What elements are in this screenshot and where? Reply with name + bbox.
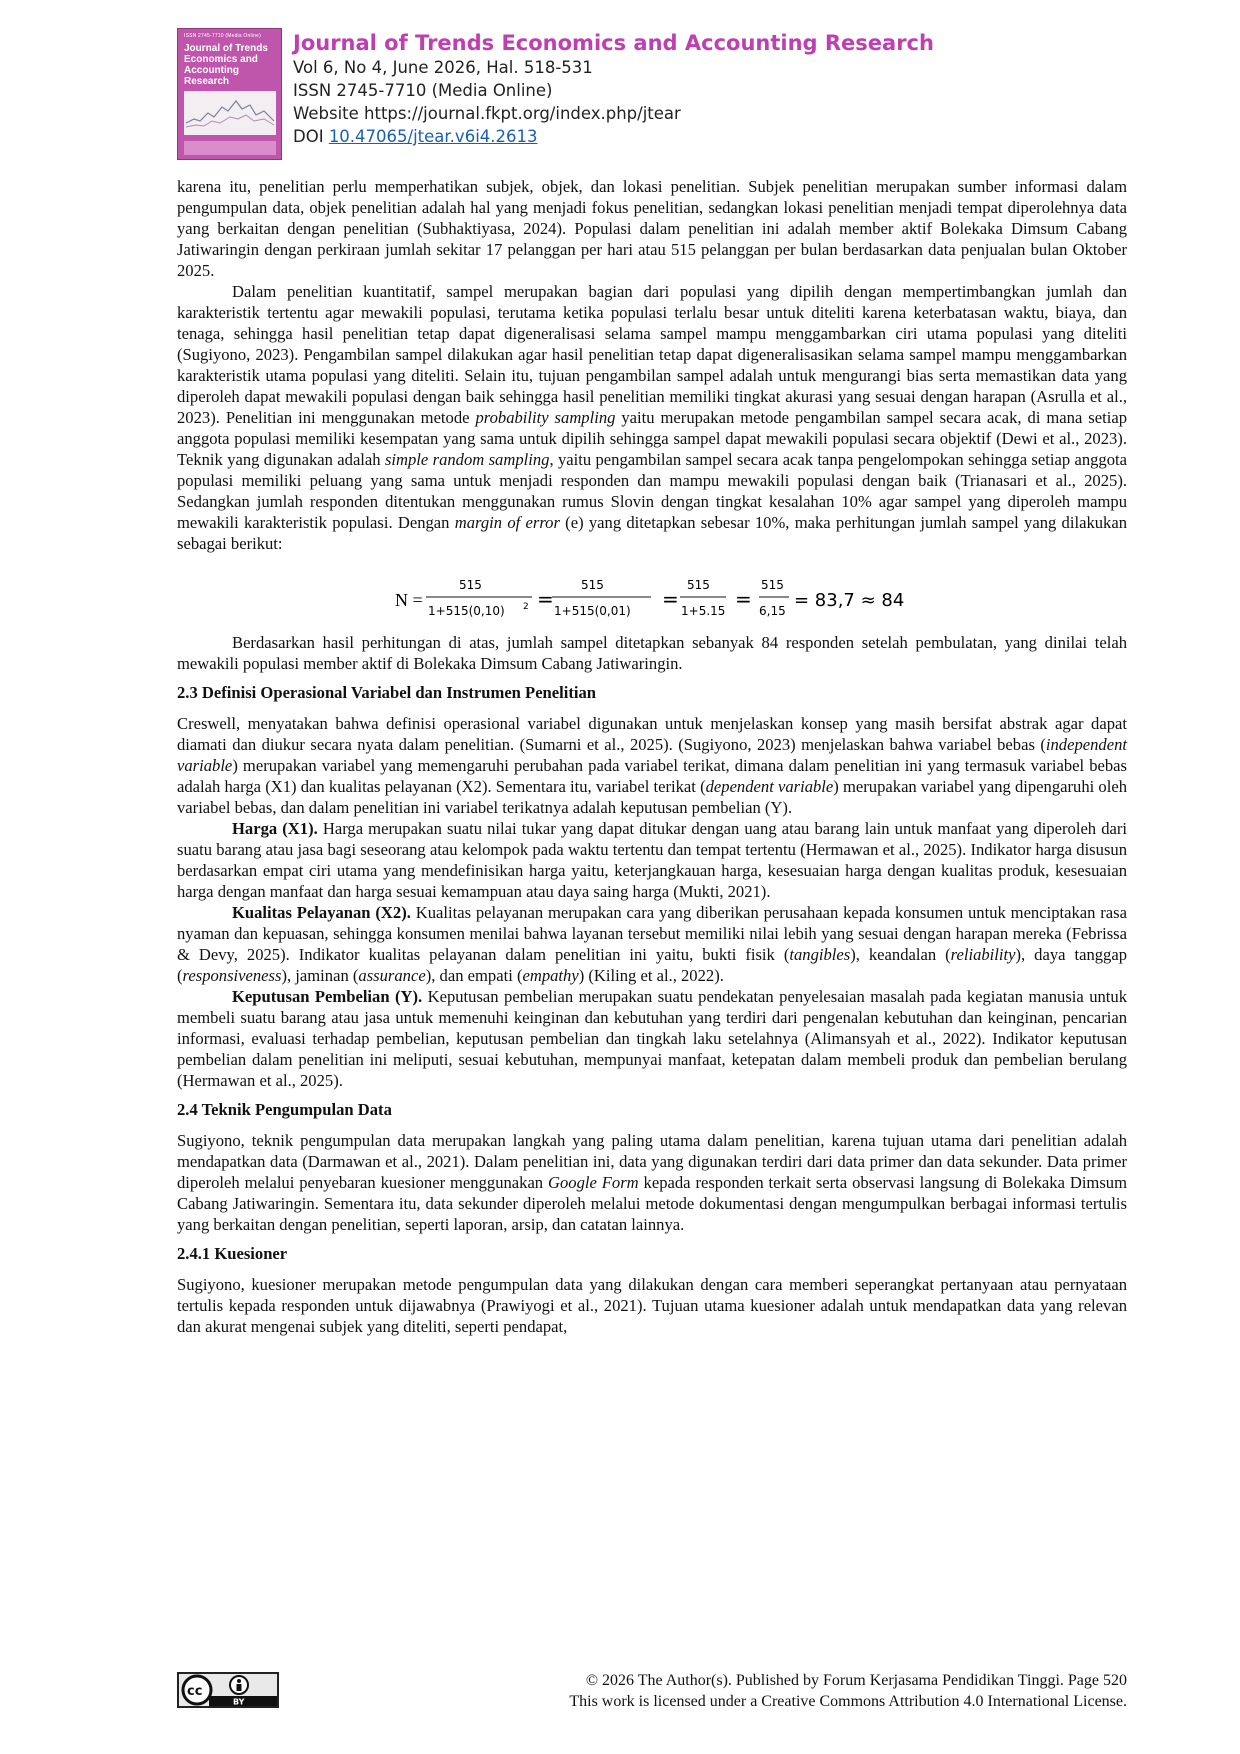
equation-numerator: 515 [581,578,604,592]
journal-name: Journal of Trends Economics and Accounting Research [293,31,934,55]
doi-label: DOI [293,127,329,146]
journal-info [293,30,934,148]
paragraph: Berdasarkan hasil perhitungan di atas, jumlah sampel ditetapkan sebanyak 84 responden setelah pembulatan, yang dinilai telah mewakili populasi member aktif di Bolekaka Dimsum Cabang Jatiwaringin. [177,633,1127,673]
equation-numerator: 515 [459,578,482,592]
paragraph-kualitas-pelayanan: Kualitas Pelayanan (X2). Kualitas pelayanan merupakan cara yang diberikan perusahaan kepada konsumen untuk menciptakan rasa nyaman dan kepuasan, sehingga konsumen menilai bahwa layanan tersebut memiliki nilai lebih yang sesuai dengan harapan mereka (Febrissa & Devy, 2025). Indikator kualitas pelayanan dalam penelitian ini yaitu, bukti fisik (tangibles), keandalan (reliability), daya tanggap (responsiveness), jaminan (assurance), dan empati (empathy) (Kiling et al., 2022). [177,903,1127,985]
equation-equals-2: = [662,587,679,611]
page-body [177,176,1127,1337]
journal-website: Website https://journal.fkpt.org/index.php/jtear [293,104,681,123]
slovin-equation [177,564,1127,624]
paragraph: karena itu, penelitian perlu memperhatikan subjek, objek, dan lokasi penelitian. Subjek penelitian merupakan sumber informasi dalam pengumpulan data, objek penelitian adalah hal yang menjadi fokus penelitian, sedangkan lokasi penelitian menjadi tempat diperolehnya data yang berkaitan dengan penelitian (Subhaktiyasa, 2024). Populasi dalam penelitian ini adalah member aktif Bolekaka Dimsum Cabang Jatiwaringin dengan perkiraan jumlah sekitar 17 pelanggan per hari atau 515 pelanggan per bulan berdasarkan data penjualan bulan Oktober 2025. [177,177,1127,280]
paragraph: Sugiyono, kuesioner merupakan metode pengumpulan data yang dilakukan dengan cara memberi seperangkat pertanyaan atau pernyataan tertulis kepada responden untuk dijawabnya (Prawiyogi et al., 2021). Tujuan utama kuesioner adalah untuk mendapatkan data yang relevan dan akurat mengenai subjek yang diteliti, seperti pendapat, [177,1275,1127,1336]
cover-title: Journal of Trends Economics and Accounting Research [184,43,268,87]
journal-header [177,28,1127,162]
journal-doi [293,125,934,148]
journal-cover-image [177,28,282,160]
by-label: BY [233,1697,245,1706]
equation-numerator: 515 [687,578,710,592]
equation-denominator-1: 1+515(0,10) [428,604,505,618]
equation-result: = 83,7 ≈ 84 [794,590,905,611]
equation-equals-1: = [537,587,554,611]
equation-denominator-4: 6,15 [759,604,786,618]
equation-denominator-3: 1+5.15 [681,604,726,618]
equation-exponent: 2 [523,602,529,612]
journal-issn: ISSN 2745-7710 (Media Online) [293,81,553,100]
equation-lhs: N = [395,590,423,610]
equation-equals-3: = [735,587,752,611]
journal-volume: Vol 6, No 4, June 2026, Hal. 518-531 [293,58,593,77]
paragraph: Sugiyono, teknik pengumpulan data merupakan langkah yang paling utama dalam penelitian, karena tujuan utama dari penelitian adalah mendapatkan data (Darmawan et al., 2021). Dalam penelitian ini, data yang digunakan terdiri dari data primer dan data sekunder. Data primer diperoleh melalui penyebaran kuesioner menggunakan Google Form kepada responden terkait serta observasi langsung di Bolekaka Dimsum Cabang Jatiwaringin. Sementara itu, data sekunder diperoleh melalui metode dokumentasi dengan mengumpulkan berbagai informasi tertulis yang berkaitan dengan penelitian, seperti laporan, arsip, dan catatan lainnya. [177,1131,1128,1234]
doi-link[interactable]: 10.47065/jtear.v6i4.2613 [328,127,538,146]
equation-denominator-2: 1+515(0,01) [554,604,631,618]
equation-numerator: 515 [761,578,784,592]
cover-chart-graphic [184,91,276,135]
paragraph-sampling: Dalam penelitian kuantitatif, sampel merupakan bagian dari populasi yang dipilih dengan mempertimbangkan jumlah dan karakteristik tertentu agar mewakili populasi, terutama ketika populasi terlalu besar untuk diteliti karena keterbatasan waktu, biaya, dan tenaga, sehingga hasil penelitian tetap dapat digeneralisasi selama sampel mampu menggambarkan ciri utama populasi yang diteliti (Sugiyono, 2023). Pengambilan sampel dilakukan agar hasil penelitian tetap dapat digeneralisasikan selama sampel mampu menggambarkan karakteristik utama populasi yang diteliti. Selain itu, tujuan pengambilan sampel adalah untuk mengurangi bias serta memastikan data yang diperoleh dapat mewakili populasi dengan baik sehingga hasil penelitian memiliki tingkat akurasi yang sesuai dengan harapan (Asrulla et al., 2023). Penelitian ini menggunakan metode probability sampling yaitu merupakan metode pengambilan sampel secara acak, di mana setiap anggota populasi memiliki kesempatan yang sama untuk dipilih sehingga sampel dapat mewakili populasi secara objektif (Dewi et al., 2023). Teknik yang digunakan adalah simple random sampling, yaitu pengambilan sampel secara acak tanpa pengelompokan sehingga setiap anggota populasi memiliki peluang yang sama untuk menjadi responden dan mampu mewakili populasi dengan baik (Trianasari et al., 2025). Sedangkan jumlah responden ditentukan menggunakan rumus Slovin dengan tingkat kesalahan 10% agar sampel yang diperoleh mampu mewakili karakteristik populasi. Dengan margin of error (e) yang ditetapkan sebesar 10%, maka perhitungan jumlah sampel yang dilakukan sebagai berikut: [177,282,1127,553]
footer-copyright: © 2026 The Author(s). Published by Forum Kerjasama Pendidikan Tinggi. Page 520 [585,1672,1127,1689]
paragraph-harga: Harga (X1). Harga merupakan suatu nilai tukar yang dapat ditukar dengan uang atau barang lain untuk manfaat yang diperoleh dari suatu barang atau jasa bagi seseorang atau kelompok pada waktu tertentu dan tempat tertentu (Hermawan et al., 2025). Indikator harga disusun berdasarkan empat ciri utama yang mendefinisikan harga yaitu, keterjangkauan harga, kesesuaian harga dengan kualitas produk, kesesuaian harga dengan manfaat dan harga sesuai kemampuan atau daya saing harga (Mukti, 2021). [177,819,1127,901]
section-heading-2-4-1: 2.4.1 Kuesioner [177,1244,288,1263]
paragraph: Creswell, menyatakan bahwa definisi operasional variabel digunakan untuk menjelaskan konsep yang masih bersifat abstrak agar dapat diamati dan diukur secara nyata dalam penelitian. (Sumarni et al., 2025). (Sugiyono, 2023) menjelaskan bahwa variabel bebas (independent variable) merupakan variabel yang memengaruhi perubahan pada variabel terikat, dimana dalam penelitian ini yang termasuk variabel bebas adalah harga (X1) dan kualitas pelayanan (X2). Sementara itu, variabel terikat (dependent variable) merupakan variabel yang dipengaruhi oleh variabel bebas, dan dalam penelitian ini variabel terikatnya adalah keputusan pembelian (Y). [177,714,1127,817]
cover-top-text: ISSN 2745-7710 (Media Online) [184,33,261,39]
footer-license: This work is licensed under a Creative Commons Attribution 4.0 International License. [569,1693,1127,1710]
cover-footer-band [184,141,276,155]
paragraph-keputusan-pembelian: Keputusan Pembelian (Y). Keputusan pembelian merupakan suatu pendekatan penyelesaian masalah pada kegiatan manusia untuk membeli suatu barang atau jasa untuk memenuhi keinginan dan kebutuhan yang terdiri dari pengenalan kebutuhan dan keinginan, pencarian informasi, evaluasi terhadap pembelian, keputusan pembelian dan tingkah laku setelahnya (Alimansyah et al., 2022). Indikator keputusan pembelian dalam penelitian ini meliputi, sesuai kebutuhan, mempunyai manfaat, ketepatan dalam membeli produk dan pembelian berulang (Hermawan et al., 2025). [177,987,1127,1090]
section-heading-2-3: 2.3 Definisi Operasional Variabel dan Instrumen Penelitian [177,683,597,702]
cc-by-license-badge[interactable] [177,1672,279,1708]
section-heading-2-4: 2.4 Teknik Pengumpulan Data [177,1100,392,1119]
cc-icon-label: cc [187,1684,203,1699]
page-footer [569,1670,1127,1712]
